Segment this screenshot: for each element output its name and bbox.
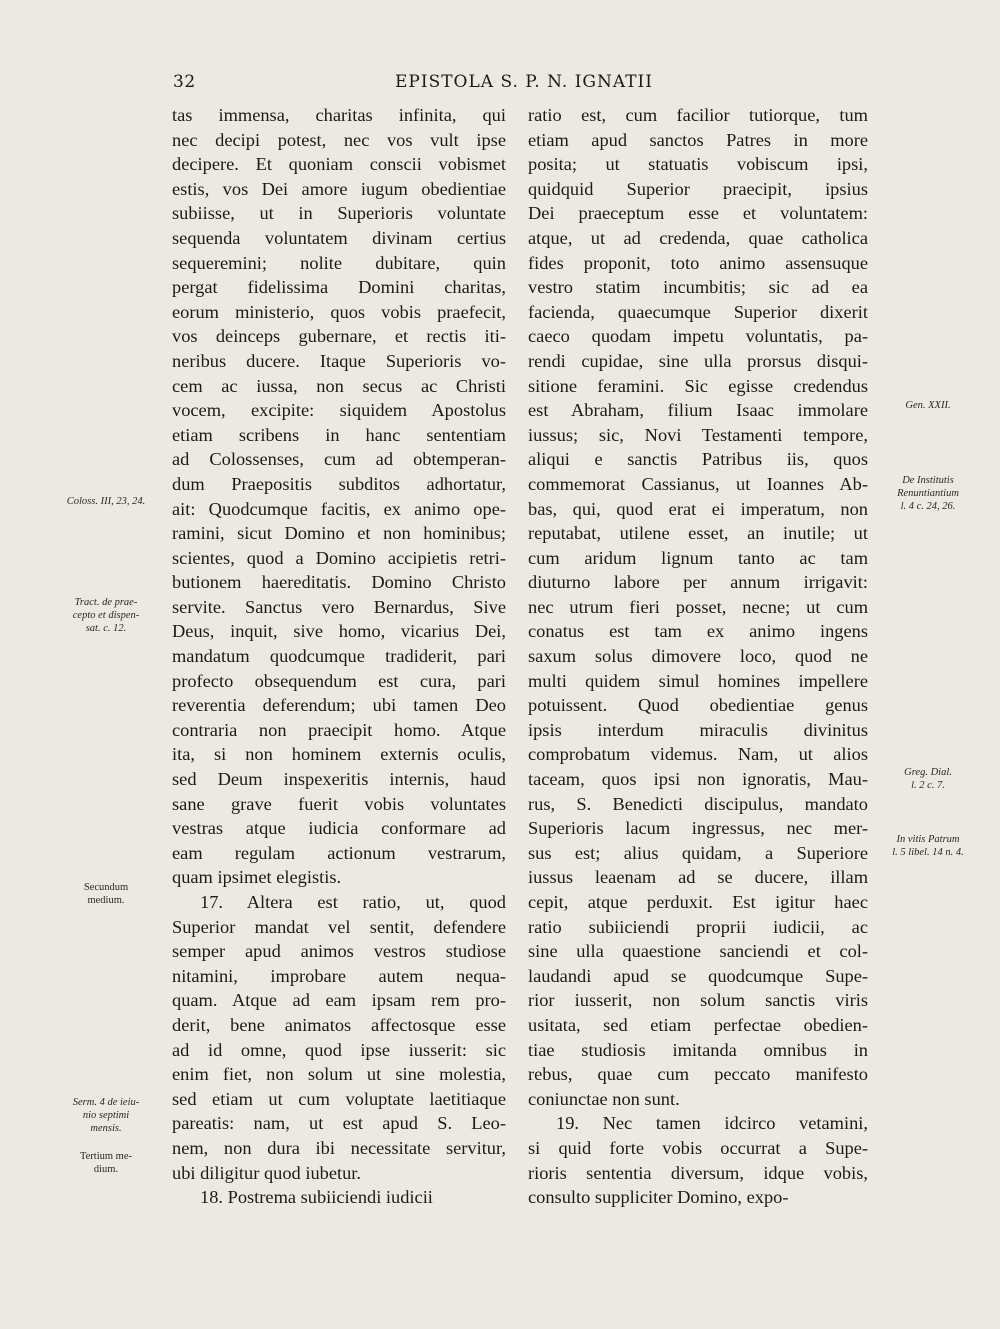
text-line: nec decipi potest, nec vos vult ipse xyxy=(172,129,506,150)
text-line: vestras atque iudicia conformare ad xyxy=(172,818,506,839)
text-line: neribus ducere. Itaque Superioris vo- xyxy=(172,350,506,371)
text-line: saxum solus dimovere loco, quod ne xyxy=(528,646,868,667)
text-line: sed Deum inspexeritis internis, haud xyxy=(172,769,506,790)
margin-note-line: dium. xyxy=(93,1164,119,1175)
text-line: potuissent. Quod obedientiae genus xyxy=(528,695,868,716)
text-line: nec utrum fieri posset, necne; ut cum xyxy=(528,596,868,617)
text-line: ratio subiiciendi proprii iudicii, ac xyxy=(528,916,868,937)
text-line: rebus, quae cum peccato manifesto xyxy=(528,1064,868,1085)
margin-note-line: De Institutis xyxy=(902,475,954,486)
text-line: nitamini, improbare autem nequa- xyxy=(172,965,506,986)
margin-note-institutis xyxy=(878,474,978,513)
text-line: tas immensa, charitas infinita, qui xyxy=(172,105,506,125)
text-line: usitata, sed etiam perfectae obedien- xyxy=(528,1014,868,1035)
margin-note-line: Greg. Dial. xyxy=(904,767,952,778)
text-line: servite. Sanctus vero Bernardus, Sive xyxy=(172,596,506,617)
text-line: contraria non praecipit homo. Atque xyxy=(172,719,506,740)
text-line: est Abraham, filium Isaac immolare xyxy=(528,400,868,421)
margin-note-line: nio septimi xyxy=(82,1110,130,1121)
text-line: coniunctae non sunt. xyxy=(528,1088,680,1109)
text-line: ad id omne, quod ipse iusserit: sic xyxy=(172,1039,506,1060)
page-number: 32 xyxy=(173,72,196,92)
right-text-column xyxy=(528,103,868,1210)
text-line: fides proponit, toto animo assensuque xyxy=(528,252,868,273)
text-line: rioris sententia diversum, idque vobis, xyxy=(528,1162,868,1183)
text-line: sus est; alius quidam, a Superiore xyxy=(528,842,868,863)
margin-note-line: Renuntiantium xyxy=(897,488,959,499)
text-line: ramini, sicut Domino et non hominibus; xyxy=(172,523,506,544)
text-line: atque, ut ad credenda, quae catholica xyxy=(528,227,868,248)
text-line: Deus, inquit, sive homo, vicarius Dei, xyxy=(172,621,506,642)
margin-note-line: Tract. de prae- xyxy=(74,597,138,608)
text-line: multi quidem simul homines impellere xyxy=(528,670,868,691)
margin-note-secundum xyxy=(58,881,154,907)
margin-note-line: medium. xyxy=(87,895,125,906)
margin-note-tertium xyxy=(58,1150,154,1176)
text-line: iussus leaenam ad se ducere, illam xyxy=(528,867,868,888)
text-line: sitione feramini. Sic egisse credendus xyxy=(528,375,868,396)
text-line: mandatum quodcumque tradiderit, pari xyxy=(172,646,506,667)
text-line: dum Praepositis subditos adhortatur, xyxy=(172,473,506,494)
text-line: si quid forte vobis occurrat a Supe- xyxy=(528,1137,868,1158)
text-line: ad Colossenses, cum ad obtemperan- xyxy=(172,449,506,470)
text-line: reputabat, utilene esset, an inutile; ut xyxy=(528,523,868,544)
text-line: ita, si non hominem externis oculis, xyxy=(172,744,506,765)
text-line: facienda, quaecumque Superior dixerit xyxy=(528,301,868,322)
margin-note-greg xyxy=(878,766,978,792)
text-line: scientes, quod a Domino accipietis retri- xyxy=(172,547,506,568)
text-line: eam regulam actionum vestrarum, xyxy=(172,842,506,863)
margin-note-line: Serm. 4 de ieiu- xyxy=(72,1097,140,1108)
text-line: enim fiet, non solum ut sine molestia, xyxy=(172,1064,506,1085)
margin-note-line: l. 2 c. 7. xyxy=(911,780,945,791)
text-line: Superior mandat vel sentit, defendere xyxy=(172,916,506,937)
text-line: vos deinceps gubernare, et rectis iti- xyxy=(172,326,506,347)
text-line: ubi diligitur quod iubetur. xyxy=(172,1162,362,1183)
text-line: decipere. Et quoniam conscii vobismet xyxy=(172,154,506,175)
text-line: vocem, excipite: siquidem Apostolus xyxy=(172,400,506,421)
text-line: rendi cupidae, sine ulla prorsus disqui- xyxy=(528,350,868,371)
margin-note-line: mensis. xyxy=(90,1123,122,1134)
margin-note-line: In vitis Patrum xyxy=(896,834,960,845)
text-line: reverentia deferendum; ubi tamen Deo xyxy=(172,695,506,716)
text-line: conatus est tam ex animo ingens xyxy=(528,621,868,642)
margin-note-serm xyxy=(58,1096,154,1135)
text-line: sed etiam ut cum voluptate laetitiaque xyxy=(172,1088,506,1109)
margin-note-line: l. 5 libel. 14 n. 4. xyxy=(892,847,964,858)
text-line: 18. Postrema subiiciendi iudicii xyxy=(200,1187,433,1208)
margin-note-line: Secundum xyxy=(83,882,129,893)
text-line: butionem haereditatis. Domino Christo xyxy=(172,572,506,593)
text-line: ratio est, cum facilior tutiorque, tum xyxy=(528,105,868,125)
text-line: 17. Altera est ratio, ut, quod xyxy=(200,892,506,912)
text-line: sequenda voluntatem divinam certius xyxy=(172,227,506,248)
margin-note-coloss: Coloss. III, 23, 24. xyxy=(66,496,146,507)
text-line: ipsis interdum miraculis divinitus xyxy=(528,719,868,740)
text-line: cum aridum lignum tanto ac tam xyxy=(528,547,868,568)
text-line: ait: Quodcumque facitis, ex animo ope- xyxy=(172,498,506,519)
text-line: etiam scribens in hanc sententiam xyxy=(172,424,506,445)
text-line: caeco quodam impetu voluntatis, pa- xyxy=(528,326,868,347)
text-line: estis, vos Dei amore iugum obedientiae xyxy=(172,178,506,199)
text-line: comprobatum videmus. Nam, ut alios xyxy=(528,744,868,765)
text-line: taceam, quos ipsi non ignoratis, Mau- xyxy=(528,769,868,790)
text-line: cem ac iussa, non secus ac Christi xyxy=(172,375,506,396)
text-line: aliqui e sanctis Patribus iis, quos xyxy=(528,449,868,470)
text-line: tiae studiosis imitanda omnibus in xyxy=(528,1039,868,1060)
margin-note-line: sat. c. 12. xyxy=(85,623,127,634)
running-title: EPISTOLA S. P. N. IGNATII xyxy=(395,72,653,92)
text-line: cepit, atque perduxit. Est igitur haec xyxy=(528,892,868,912)
text-line: 19. Nec tamen idcirco vetamini, xyxy=(556,1113,868,1134)
text-line: derit, bene animatos affectosque esse xyxy=(172,1014,506,1035)
margin-note-line: cepto et dispen- xyxy=(72,610,140,621)
text-line: subiisse, ut in Superioris voluntate xyxy=(172,203,506,224)
margin-note-vitis xyxy=(872,833,984,859)
text-line: etiam apud sanctos Patres in more xyxy=(528,129,868,150)
margin-note-gen: Gen. XXII. xyxy=(905,400,951,411)
text-line: sine ulla quaestione sanciendi et col- xyxy=(528,941,868,962)
text-line: quam. Atque ad eam ipsam rem pro- xyxy=(172,990,506,1011)
text-line: rus, S. Benedicti discipulus, mandato xyxy=(528,793,868,814)
text-line: pareatis: nam, ut est apud S. Leo- xyxy=(172,1113,506,1134)
text-line: quam ipsimet elegistis. xyxy=(172,867,342,888)
text-line: quidquid Superior praecipit, ipsius xyxy=(528,178,868,199)
text-line: sane grave fuerit vobis voluntates xyxy=(172,793,506,814)
text-line: commemorat Cassianus, ut Ioannes Ab- xyxy=(528,473,868,494)
text-line: iussus; sic, Novi Testamenti tempore, xyxy=(528,424,868,445)
text-line: pergat fidelissima Domini charitas, xyxy=(172,277,506,298)
text-line: laudandi apud se quodcumque Supe- xyxy=(528,965,868,986)
left-text-column xyxy=(172,103,506,1210)
text-line: rior iusserit, non solum sanctis viris xyxy=(528,990,868,1011)
margin-note-tract xyxy=(58,596,154,635)
text-line: sequeremini; nolite dubitare, quin xyxy=(172,252,506,273)
text-line: semper apud animos vestros studiose xyxy=(172,941,506,962)
text-line: bas, qui, quod erat ei imperatum, non xyxy=(528,498,868,519)
text-line: profecto obsequendum est cura, pari xyxy=(172,670,506,691)
text-line: consulto suppliciter Domino, expo- xyxy=(528,1187,789,1208)
text-line: nem, non dura ibi necessitate servitur, xyxy=(172,1137,506,1158)
text-line: diuturno labore per annum irrigavit: xyxy=(528,572,868,593)
text-line: vestro statim incumbitis; sic ad ea xyxy=(528,277,868,298)
margin-note-line: Tertium me- xyxy=(79,1151,133,1162)
text-line: eorum ministerio, quos vobis praefecit, xyxy=(172,301,506,322)
text-line: Dei praeceptum esse et voluntatem: xyxy=(528,203,868,224)
text-line: Superioris lacum ingressus, nec mer- xyxy=(528,818,868,839)
margin-note-line: l. 4 c. 24, 26. xyxy=(900,501,956,512)
text-line: posita; ut statuatis vobiscum ipsi, xyxy=(528,154,868,175)
